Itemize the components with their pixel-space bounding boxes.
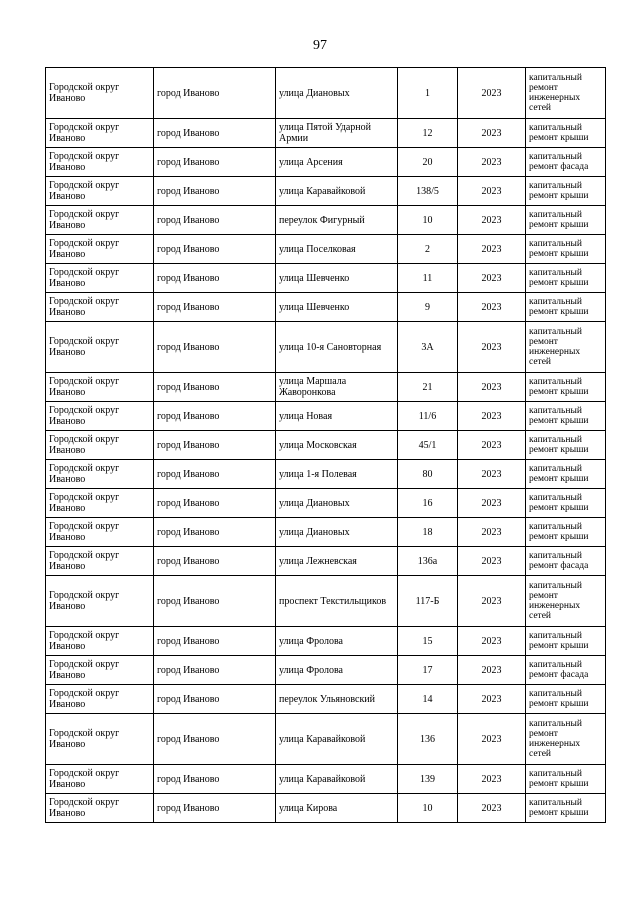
city-cell: город Иваново bbox=[154, 685, 276, 714]
city-cell: город Иваново bbox=[154, 714, 276, 765]
street-cell: улица 1-я Полевая bbox=[276, 460, 398, 489]
city-cell: город Иваново bbox=[154, 373, 276, 402]
city-cell: город Иваново bbox=[154, 293, 276, 322]
year-cell: 2023 bbox=[458, 264, 526, 293]
district-cell: Городской округ Иваново bbox=[46, 685, 154, 714]
street-cell: переулок Фигурный bbox=[276, 206, 398, 235]
table-row bbox=[46, 177, 606, 206]
table-row bbox=[46, 68, 606, 119]
district-cell: Городской округ Иваново bbox=[46, 765, 154, 794]
district-cell: Городской округ Иваново bbox=[46, 656, 154, 685]
year-cell: 2023 bbox=[458, 402, 526, 431]
street-cell: улица Диановых bbox=[276, 518, 398, 547]
district-cell: Городской округ Иваново bbox=[46, 714, 154, 765]
table-row bbox=[46, 794, 606, 823]
city-cell: город Иваново bbox=[154, 547, 276, 576]
work-type-cell: капитальный ремонт крыши bbox=[526, 119, 606, 148]
street-cell: улица Диановых bbox=[276, 489, 398, 518]
work-type-cell: капитальный ремонт инженерных сетей bbox=[526, 576, 606, 627]
city-cell: город Иваново bbox=[154, 119, 276, 148]
table-row bbox=[46, 431, 606, 460]
year-cell: 2023 bbox=[458, 322, 526, 373]
city-cell: город Иваново bbox=[154, 431, 276, 460]
street-cell: улица Диановых bbox=[276, 68, 398, 119]
register-table bbox=[45, 67, 606, 823]
street-cell: улица Маршала Жаворонкова bbox=[276, 373, 398, 402]
street-cell: улица Фролова bbox=[276, 627, 398, 656]
city-cell: город Иваново bbox=[154, 656, 276, 685]
year-cell: 2023 bbox=[458, 119, 526, 148]
street-cell: улица Арсения bbox=[276, 148, 398, 177]
year-cell: 2023 bbox=[458, 576, 526, 627]
city-cell: город Иваново bbox=[154, 518, 276, 547]
table-row bbox=[46, 322, 606, 373]
city-cell: город Иваново bbox=[154, 68, 276, 119]
house-number-cell: 9 bbox=[398, 293, 458, 322]
year-cell: 2023 bbox=[458, 518, 526, 547]
work-type-cell: капитальный ремонт крыши bbox=[526, 264, 606, 293]
work-type-cell: капитальный ремонт фасада bbox=[526, 148, 606, 177]
house-number-cell: 10 bbox=[398, 794, 458, 823]
district-cell: Городской округ Иваново bbox=[46, 794, 154, 823]
table-row bbox=[46, 656, 606, 685]
district-cell: Городской округ Иваново bbox=[46, 148, 154, 177]
city-cell: город Иваново bbox=[154, 264, 276, 293]
page-number: 97 bbox=[313, 38, 327, 53]
district-cell: Городской округ Иваново bbox=[46, 518, 154, 547]
city-cell: город Иваново bbox=[154, 627, 276, 656]
street-cell: улица 10-я Сановторная bbox=[276, 322, 398, 373]
district-cell: Городской округ Иваново bbox=[46, 264, 154, 293]
city-cell: город Иваново bbox=[154, 148, 276, 177]
register-table-body bbox=[46, 68, 606, 823]
district-cell: Городской округ Иваново bbox=[46, 68, 154, 119]
house-number-cell: 1 bbox=[398, 68, 458, 119]
table-row bbox=[46, 627, 606, 656]
house-number-cell: 17 bbox=[398, 656, 458, 685]
street-cell: улица Каравайковой bbox=[276, 714, 398, 765]
house-number-cell: 21 bbox=[398, 373, 458, 402]
house-number-cell: 136 bbox=[398, 714, 458, 765]
house-number-cell: 16 bbox=[398, 489, 458, 518]
work-type-cell: капитальный ремонт инженерных сетей bbox=[526, 714, 606, 765]
city-cell: город Иваново bbox=[154, 765, 276, 794]
work-type-cell: капитальный ремонт инженерных сетей bbox=[526, 68, 606, 119]
district-cell: Городской округ Иваново bbox=[46, 293, 154, 322]
year-cell: 2023 bbox=[458, 177, 526, 206]
district-cell: Городской округ Иваново bbox=[46, 373, 154, 402]
year-cell: 2023 bbox=[458, 685, 526, 714]
house-number-cell: 10 bbox=[398, 206, 458, 235]
year-cell: 2023 bbox=[458, 68, 526, 119]
year-cell: 2023 bbox=[458, 460, 526, 489]
house-number-cell: 18 bbox=[398, 518, 458, 547]
work-type-cell: капитальный ремонт крыши bbox=[526, 177, 606, 206]
city-cell: город Иваново bbox=[154, 402, 276, 431]
street-cell: улица Лежневская bbox=[276, 547, 398, 576]
work-type-cell: капитальный ремонт крыши bbox=[526, 489, 606, 518]
year-cell: 2023 bbox=[458, 373, 526, 402]
street-cell: переулок Ульяновский bbox=[276, 685, 398, 714]
district-cell: Городской округ Иваново bbox=[46, 547, 154, 576]
table-row bbox=[46, 206, 606, 235]
work-type-cell: капитальный ремонт крыши bbox=[526, 460, 606, 489]
street-cell: улица Московская bbox=[276, 431, 398, 460]
work-type-cell: капитальный ремонт фасада bbox=[526, 656, 606, 685]
work-type-cell: капитальный ремонт крыши bbox=[526, 402, 606, 431]
district-cell: Городской округ Иваново bbox=[46, 206, 154, 235]
house-number-cell: 80 bbox=[398, 460, 458, 489]
year-cell: 2023 bbox=[458, 656, 526, 685]
year-cell: 2023 bbox=[458, 235, 526, 264]
year-cell: 2023 bbox=[458, 765, 526, 794]
house-number-cell: 15 bbox=[398, 627, 458, 656]
house-number-cell: 12 bbox=[398, 119, 458, 148]
district-cell: Городской округ Иваново bbox=[46, 431, 154, 460]
city-cell: город Иваново bbox=[154, 177, 276, 206]
year-cell: 2023 bbox=[458, 206, 526, 235]
work-type-cell: капитальный ремонт фасада bbox=[526, 547, 606, 576]
table-row bbox=[46, 235, 606, 264]
year-cell: 2023 bbox=[458, 714, 526, 765]
house-number-cell: 139 bbox=[398, 765, 458, 794]
house-number-cell: 117-Б bbox=[398, 576, 458, 627]
table-row bbox=[46, 518, 606, 547]
house-number-cell: 3А bbox=[398, 322, 458, 373]
street-cell: улица Шевченко bbox=[276, 293, 398, 322]
street-cell: улица Фролова bbox=[276, 656, 398, 685]
district-cell: Городской округ Иваново bbox=[46, 119, 154, 148]
year-cell: 2023 bbox=[458, 547, 526, 576]
house-number-cell: 14 bbox=[398, 685, 458, 714]
table-row bbox=[46, 547, 606, 576]
table-row bbox=[46, 373, 606, 402]
district-cell: Городской округ Иваново bbox=[46, 627, 154, 656]
year-cell: 2023 bbox=[458, 627, 526, 656]
year-cell: 2023 bbox=[458, 431, 526, 460]
work-type-cell: капитальный ремонт крыши bbox=[526, 518, 606, 547]
table-row bbox=[46, 402, 606, 431]
table-row bbox=[46, 714, 606, 765]
table-row bbox=[46, 460, 606, 489]
work-type-cell: капитальный ремонт крыши bbox=[526, 794, 606, 823]
table-row bbox=[46, 264, 606, 293]
district-cell: Городской округ Иваново bbox=[46, 322, 154, 373]
district-cell: Городской округ Иваново bbox=[46, 177, 154, 206]
house-number-cell: 2 bbox=[398, 235, 458, 264]
street-cell: улица Поселковая bbox=[276, 235, 398, 264]
city-cell: город Иваново bbox=[154, 460, 276, 489]
city-cell: город Иваново bbox=[154, 206, 276, 235]
table-row bbox=[46, 576, 606, 627]
city-cell: город Иваново bbox=[154, 794, 276, 823]
table-row bbox=[46, 765, 606, 794]
city-cell: город Иваново bbox=[154, 576, 276, 627]
work-type-cell: капитальный ремонт крыши bbox=[526, 235, 606, 264]
year-cell: 2023 bbox=[458, 489, 526, 518]
house-number-cell: 136а bbox=[398, 547, 458, 576]
work-type-cell: капитальный ремонт крыши bbox=[526, 685, 606, 714]
table-row bbox=[46, 489, 606, 518]
table-row bbox=[46, 148, 606, 177]
table-row bbox=[46, 293, 606, 322]
district-cell: Городской округ Иваново bbox=[46, 235, 154, 264]
work-type-cell: капитальный ремонт инженерных сетей bbox=[526, 322, 606, 373]
district-cell: Городской округ Иваново bbox=[46, 402, 154, 431]
district-cell: Городской округ Иваново bbox=[46, 489, 154, 518]
street-cell: улица Пятой Ударной Армии bbox=[276, 119, 398, 148]
work-type-cell: капитальный ремонт крыши bbox=[526, 293, 606, 322]
house-number-cell: 11 bbox=[398, 264, 458, 293]
house-number-cell: 20 bbox=[398, 148, 458, 177]
work-type-cell: капитальный ремонт крыши bbox=[526, 373, 606, 402]
table-row bbox=[46, 685, 606, 714]
district-cell: Городской округ Иваново bbox=[46, 460, 154, 489]
work-type-cell: капитальный ремонт крыши bbox=[526, 627, 606, 656]
house-number-cell: 138/5 bbox=[398, 177, 458, 206]
street-cell: улица Кирова bbox=[276, 794, 398, 823]
house-number-cell: 45/1 bbox=[398, 431, 458, 460]
table-row bbox=[46, 119, 606, 148]
street-cell: улица Каравайковой bbox=[276, 765, 398, 794]
house-number-cell: 11/6 bbox=[398, 402, 458, 431]
work-type-cell: капитальный ремонт крыши bbox=[526, 431, 606, 460]
street-cell: улица Каравайковой bbox=[276, 177, 398, 206]
work-type-cell: капитальный ремонт крыши bbox=[526, 206, 606, 235]
street-cell: проспект Текстильщиков bbox=[276, 576, 398, 627]
city-cell: город Иваново bbox=[154, 489, 276, 518]
street-cell: улица Новая bbox=[276, 402, 398, 431]
city-cell: город Иваново bbox=[154, 322, 276, 373]
year-cell: 2023 bbox=[458, 293, 526, 322]
district-cell: Городской округ Иваново bbox=[46, 576, 154, 627]
city-cell: город Иваново bbox=[154, 235, 276, 264]
work-type-cell: капитальный ремонт крыши bbox=[526, 765, 606, 794]
year-cell: 2023 bbox=[458, 794, 526, 823]
street-cell: улица Шевченко bbox=[276, 264, 398, 293]
year-cell: 2023 bbox=[458, 148, 526, 177]
